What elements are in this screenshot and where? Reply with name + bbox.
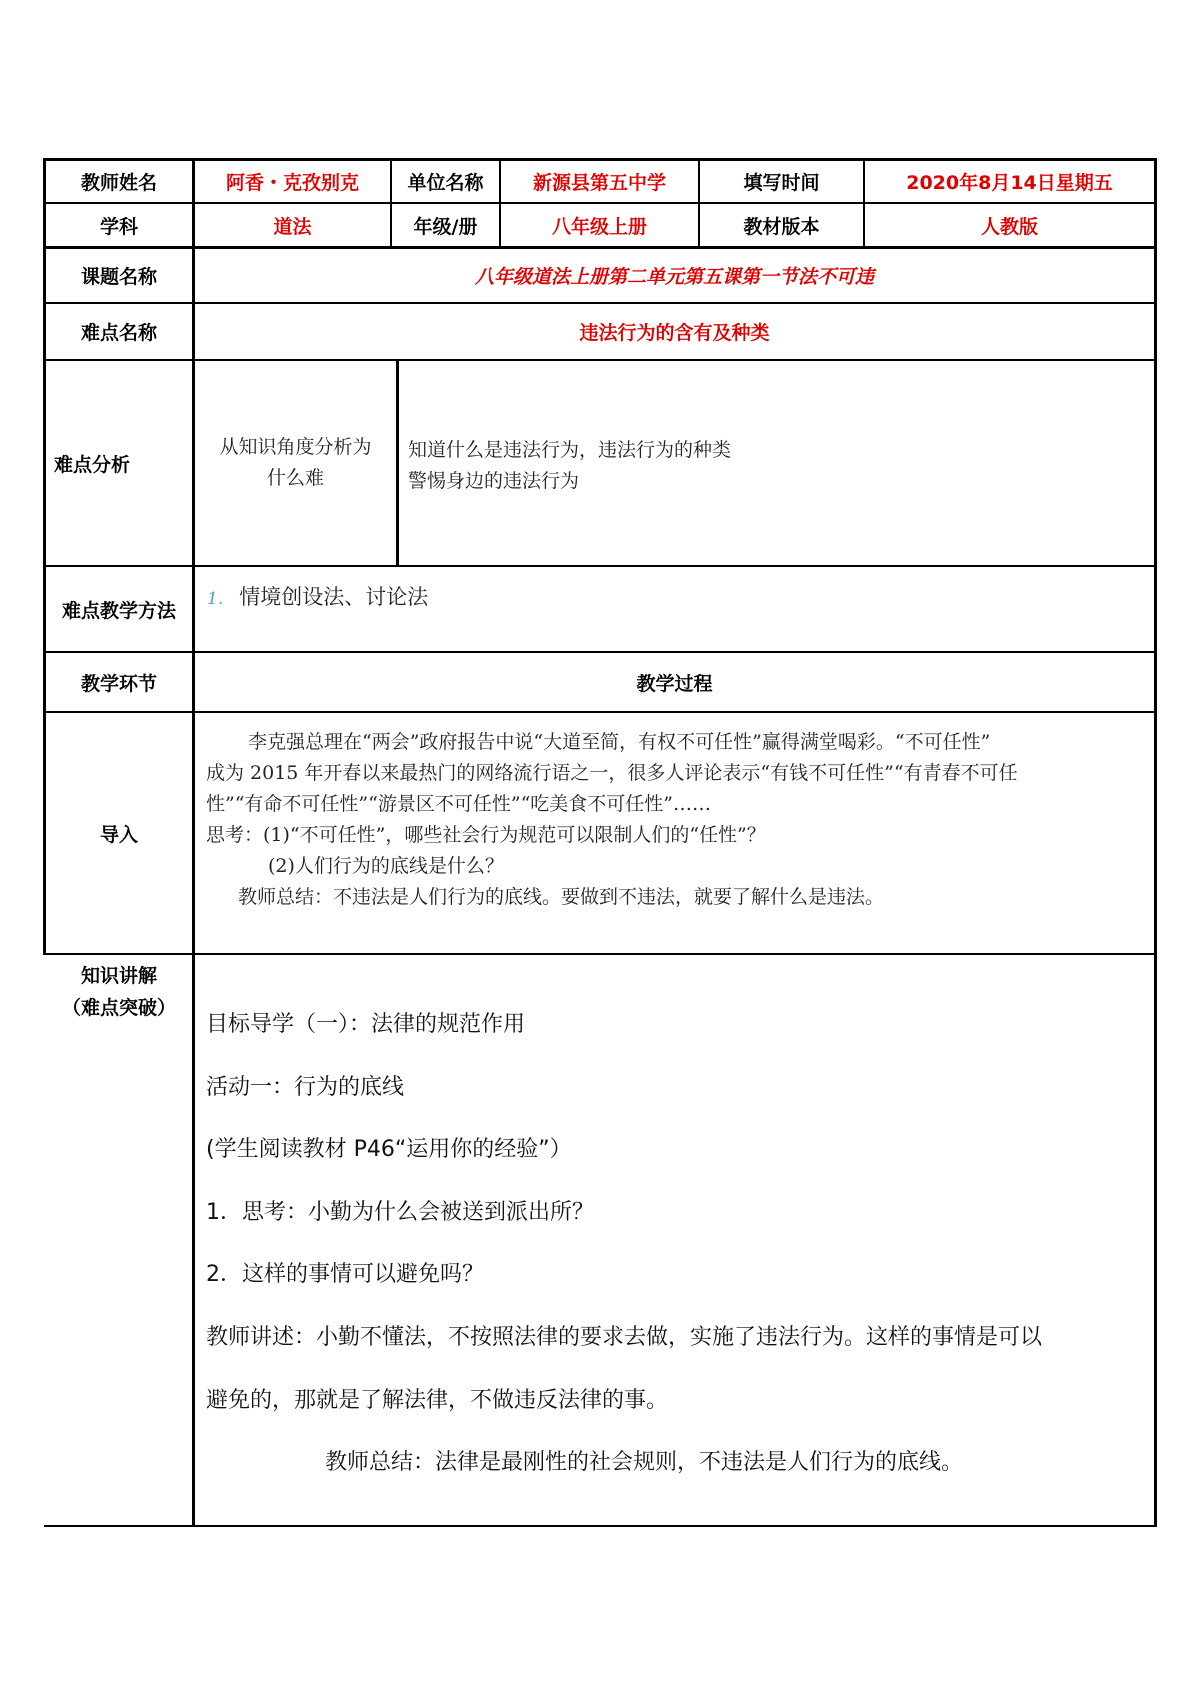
intro-line4: 思考：(1)“不可任性”，哪些社会行为规范可以限制人们的“任性”？ [206,824,766,846]
intro-line6: 教师总结：不违法是人们行为的底线。要做到不违法，就要了解什么是违法。 [238,886,885,908]
difficulty-label: 难点名称 [80,322,157,344]
table-border [44,953,1156,955]
edition-value: 人教版 [980,215,1038,238]
knowledge-line: 活动一：行为的底线 [206,1075,405,1100]
knowledge-line: 2．这样的事情可以避免吗？ [206,1262,484,1287]
edition-label: 教材版本 [743,215,820,238]
intro-line2: 成为 2015 年开春以来最热门的网络流行语之一，很多人评论表示“有钱不可任性”“有青春不可任 [206,762,1018,784]
unit-value: 新源县第五中学 [532,172,666,194]
method-text [207,582,428,615]
table-border [44,711,1156,713]
knowledge-line: 目标导学（一）：法律的规范作用 [206,1012,526,1037]
teacher-label: 教师姓名 [80,172,157,194]
topic-label: 课题名称 [80,266,157,288]
intro-line5: (2)人们行为的底线是什么？ [268,855,504,877]
table-border [44,1525,1156,1527]
analysis-line2: 警惕身边的违法行为 [408,470,580,492]
intro-label: 导入 [99,823,138,846]
intro-line3: 性”“有命不可任性”“游景区不可任性”“吃美食不可任性”…… [206,793,711,815]
knowledge-line: (学生阅读教材 P46“运用你的经验”） [206,1137,572,1162]
subject-value: 道法 [273,215,312,238]
intro-text [206,727,1146,913]
method-number: 1. [207,589,224,609]
knowledge-label-line2: （难点突破） [61,997,176,1019]
analysis-sublabel-line1: 从知识角度分析为 [219,436,372,458]
method-label: 难点教学方法 [61,599,176,622]
knowledge-line: 避免的，那就是了解法律，不做违反法律的事。 [206,1388,669,1413]
time-label: 填写时间 [743,172,820,194]
knowledge-line: 1．思考：小勤为什么会被送到派出所？ [206,1200,594,1225]
analysis-label: 难点分析 [54,453,131,476]
grade-label: 年级/册 [413,215,478,238]
intro-line1: 李克强总理在“两会”政府报告中说“大道至简，有权不可任性”赢得满堂喝彩。“不可任性” [248,731,991,753]
knowledge-label [46,960,192,1024]
teacher-value: 阿香・克孜别克 [225,172,359,194]
table-border [1154,158,1157,1527]
analysis-sublabel-line2: 什么难 [266,467,324,489]
process-label: 教学环节 [80,672,157,695]
table-border [396,359,399,567]
knowledge-line: 教师讲述：小勤不懂法，不按照法律的要求去做，实施了违法行为。这样的事情是可以 [206,1325,1043,1350]
topic-value: 八年级道法上册第二单元第五课第一节法不可违 [474,266,874,288]
analysis-line1: 知道什么是违法行为，违法行为的种类 [408,439,732,461]
analysis-text [408,435,731,497]
time-value: 2020年8月14日星期五 [906,172,1113,194]
subject-label: 学科 [99,215,138,238]
difficulty-value: 违法行为的含有及种类 [579,322,770,344]
process-value: 教学过程 [636,672,713,695]
unit-label: 单位名称 [407,172,484,194]
knowledge-line: 教师总结：法律是最刚性的社会规则，不违法是人们行为的底线。 [325,1450,964,1475]
analysis-sublabel [195,361,396,565]
knowledge-label-line1: 知识讲解 [80,965,157,987]
grade-value: 八年级上册 [551,215,647,238]
method-value: 情境创设法、讨论法 [239,585,429,609]
table-border [44,565,1156,567]
